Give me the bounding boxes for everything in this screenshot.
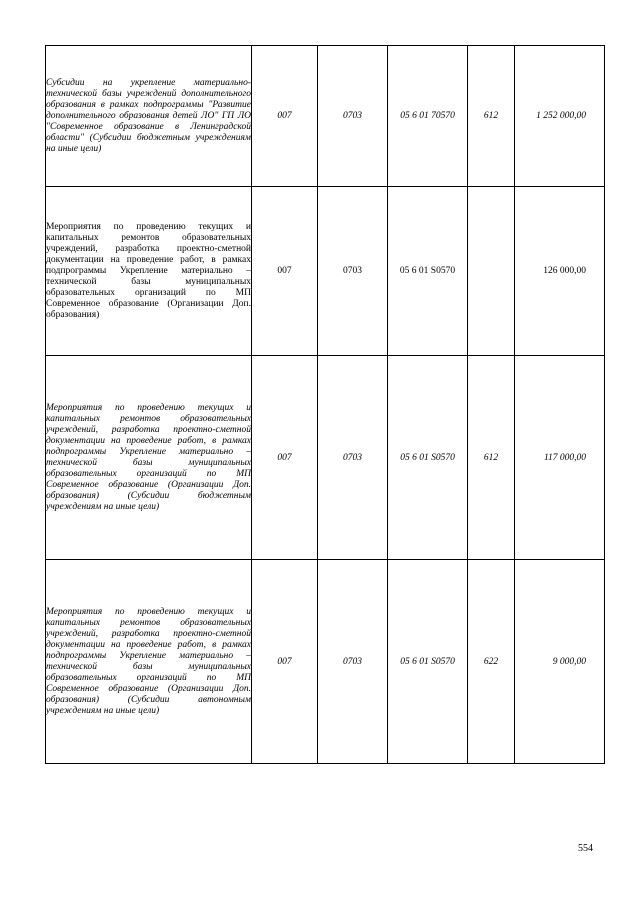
row-ministry-code: 007	[252, 356, 318, 560]
budget-table	[45, 45, 605, 764]
row-section-code: 0703	[318, 187, 388, 356]
row-description: Субсидии на укрепление материально-технической базы учреждений дополнительного образования в рамках подпрограммы "Развитие дополнительного образования детей ЛО" ГП ЛО "Современное образование в Ленинградской области" (Субсидии бюджетным учреждениям на иные цели)	[46, 46, 252, 187]
table-row	[46, 187, 605, 356]
row-amount: 117 000,00	[515, 356, 605, 560]
row-target-code: 05 6 01 70570	[388, 46, 468, 187]
row-expense-type: 612	[468, 356, 515, 560]
row-amount: 9 000,00	[515, 560, 605, 764]
table-row	[46, 560, 605, 764]
row-description: Мероприятия по проведению текущих и капитальных ремонтов образовательных учреждений, разработка проектно-сметной документации на проведение работ, в рамках подпрограммы Укрепление материально – технической базы муниципальных образовательных организаций по МП Современное образование (Организации Доп. образования) (Субсидии бюджетным учреждениям на иные цели)	[46, 356, 252, 560]
row-ministry-code: 007	[252, 187, 318, 356]
row-expense-type	[468, 187, 515, 356]
row-amount: 1 252 000,00	[515, 46, 605, 187]
row-ministry-code: 007	[252, 560, 318, 764]
row-description: Мероприятия по проведению текущих и капитальных ремонтов образовательных учреждений, разработка проектно-сметной документации на проведение работ, в рамках подпрограммы Укрепление материально – технической базы муниципальных образовательных организаций по МП Современное образование (Организации Доп. образования) (Субсидии автономным учреждениям на иные цели)	[46, 560, 252, 764]
row-section-code: 0703	[318, 46, 388, 187]
row-section-code: 0703	[318, 356, 388, 560]
page-number: 554	[578, 843, 593, 854]
row-section-code: 0703	[318, 560, 388, 764]
row-ministry-code: 007	[252, 46, 318, 187]
table-row	[46, 356, 605, 560]
row-expense-type: 622	[468, 560, 515, 764]
row-description: Мероприятия по проведению текущих и капитальных ремонтов образовательных учреждений, разработка проектно-сметной документации на проведение работ, в рамках подпрограммы Укрепление материально – технической базы муниципальных образовательных организаций по МП Современное образование (Организации Доп. образования)	[46, 187, 252, 356]
row-target-code: 05 6 01 S0570	[388, 560, 468, 764]
row-target-code: 05 6 01 S0570	[388, 356, 468, 560]
table-row	[46, 46, 605, 187]
row-target-code: 05 6 01 S0570	[388, 187, 468, 356]
row-expense-type: 612	[468, 46, 515, 187]
row-amount: 126 000,00	[515, 187, 605, 356]
